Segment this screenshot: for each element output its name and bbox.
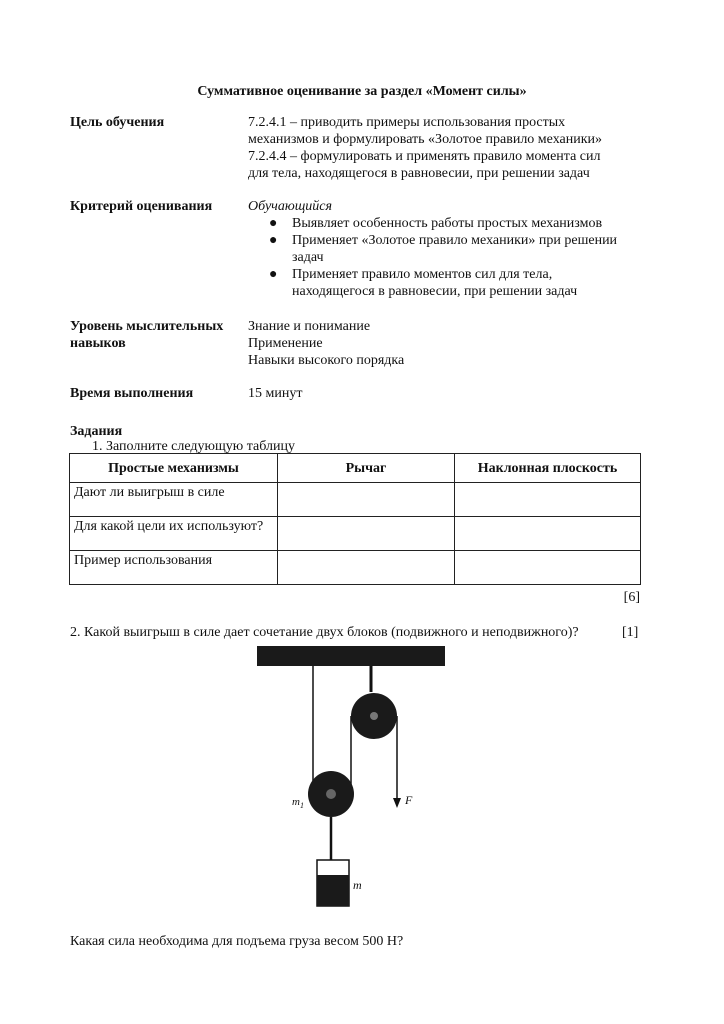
criteria-label: Критерий оценивания	[70, 199, 213, 214]
pulley-figure	[255, 642, 450, 912]
thinking-label: Уровень мыслительных навыков	[70, 319, 224, 351]
table-cell-answer[interactable]	[455, 551, 641, 585]
table-header: Простые механизмы	[70, 454, 278, 483]
table-row	[70, 517, 641, 551]
goal-line: для тела, находящегося в равновесии, при решении задач	[248, 166, 590, 181]
ceiling-beam	[257, 646, 445, 666]
mass-label: m	[353, 878, 362, 892]
thinking-levels	[248, 318, 658, 369]
movable-pulley-axle	[326, 789, 336, 799]
table-cell: Дают ли выигрыш в силе	[70, 483, 278, 517]
page-title: Суммативное оценивание за раздел «Момент силы»	[197, 84, 527, 99]
table-header: Наклонная плоскость	[455, 454, 641, 483]
criteria-item: ● Применяет «Золотое правило механики» при решении задач	[269, 233, 618, 265]
table-header-row	[70, 454, 641, 483]
bullet-icon: ●	[269, 233, 278, 248]
fixed-pulley-axle	[370, 712, 378, 720]
table-cell: Пример использования	[70, 551, 278, 585]
criteria-text	[248, 198, 658, 300]
table-row	[70, 483, 641, 517]
thinking-level: Навыки высокого порядка	[248, 353, 405, 368]
time-value: 15 минут	[248, 386, 303, 401]
table-cell-answer[interactable]	[455, 483, 641, 517]
goal-text	[248, 114, 658, 182]
goal-line: механизмов и формулировать «Золотое правило механики»	[248, 132, 602, 147]
task2-question: Какая сила необходима для подъема груза весом 500 Н?	[70, 934, 404, 949]
criteria-list	[248, 215, 658, 300]
mechanisms-table	[69, 453, 641, 585]
table-cell-answer[interactable]	[455, 517, 641, 551]
load-fill	[317, 875, 349, 906]
bullet-icon: ●	[269, 267, 278, 282]
time-label: Время выполнения	[70, 386, 194, 401]
score-mark-task1: [6]	[623, 590, 640, 605]
table-cell-answer[interactable]	[278, 483, 455, 517]
table-cell-answer[interactable]	[278, 517, 455, 551]
bullet-icon: ●	[269, 216, 278, 231]
task2-text: 2. Какой выигрыш в силе дает сочетание двух блоков (подвижного и неподвижного)?	[70, 625, 579, 640]
goal-line: 7.2.4.1 – приводить примеры использования простых	[248, 115, 566, 130]
table-row	[70, 551, 641, 585]
task1-text: 1. Заполните следующую таблицу	[92, 439, 295, 454]
thinking-level: Знание и понимание	[248, 319, 371, 334]
table-header: Рычаг	[278, 454, 455, 483]
goal-line: 7.2.4.4 – формулировать и применять правило момента сил	[248, 149, 601, 164]
score-mark-task2: [1]	[622, 625, 639, 640]
goal-label: Цель обучения	[70, 115, 165, 130]
table-cell-answer[interactable]	[278, 551, 455, 585]
criteria-item: ● Применяет правило моментов сил для тела, находящегося в равновесии, при решении задач	[269, 267, 578, 299]
m1-label: $m_1$	[292, 796, 304, 810]
table-cell: Для какой цели их используют?	[70, 517, 278, 551]
thinking-level: Применение	[248, 336, 323, 351]
criteria-subject: Обучающийся	[248, 199, 333, 214]
tasks-heading: Задания	[70, 424, 123, 439]
force-label: F	[405, 793, 413, 807]
force-arrowhead-icon	[393, 798, 401, 808]
criteria-item: ● Выявляет особенность работы простых механизмов	[269, 216, 603, 231]
